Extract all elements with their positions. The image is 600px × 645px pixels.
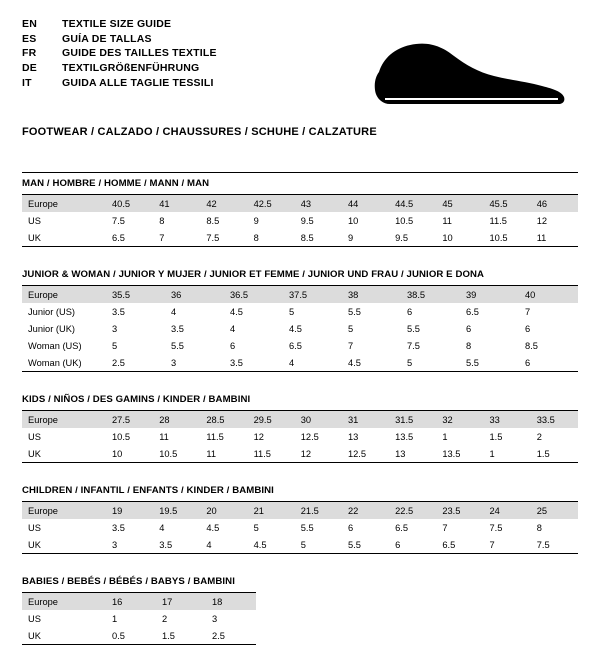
section-title: MAN / HOMBRE / HOMME / MANN / MAN <box>22 178 210 189</box>
cell: 44.5 <box>389 195 436 213</box>
cell: 7.5 <box>112 215 125 226</box>
row-label: US <box>28 522 41 533</box>
table-row <box>22 354 578 372</box>
cell: 8 <box>253 232 259 243</box>
cell: 11.5 <box>206 431 224 442</box>
cell: 5 <box>253 522 259 533</box>
row-label: Europe <box>22 411 106 429</box>
cell: 31 <box>342 411 389 429</box>
cell: 4.5 <box>289 323 302 334</box>
row-label: Woman (UK) <box>28 357 82 368</box>
cell: 3 <box>212 613 218 624</box>
table-row <box>22 195 578 213</box>
row-label: US <box>28 215 41 226</box>
cell: 19 <box>106 502 153 520</box>
cell: 40 <box>519 286 578 304</box>
cell: 21 <box>248 502 295 520</box>
cell: 1.5 <box>536 448 550 459</box>
cell: 7 <box>348 340 354 351</box>
cell: 38.5 <box>401 286 460 304</box>
cell: 27.5 <box>106 411 153 429</box>
cell: 11 <box>536 232 547 243</box>
cell: 7 <box>159 232 165 243</box>
table-row <box>22 320 578 337</box>
cell: 12 <box>253 431 264 442</box>
cell: 2.5 <box>112 357 125 368</box>
cell: 12 <box>300 448 312 459</box>
row-label: Europe <box>22 286 106 304</box>
cell: 33.5 <box>531 411 578 429</box>
language-code: IT <box>22 76 32 89</box>
cell: 8 <box>536 522 542 533</box>
cell: 7 <box>525 306 531 317</box>
language-code: FR <box>22 47 37 60</box>
cell: 6.5 <box>442 539 456 550</box>
cell: 4.5 <box>253 539 267 550</box>
row-label: UK <box>28 448 41 459</box>
cell: 1 <box>112 613 118 624</box>
cell: 4 <box>289 357 295 368</box>
cell: 11.5 <box>489 215 507 226</box>
cell: 29.5 <box>248 411 295 429</box>
section-title: KIDS / NIÑOS / DES GAMINS / KINDER / BAMBINI <box>22 394 251 405</box>
cell: 3.5 <box>159 539 173 550</box>
cell: 7.5 <box>536 539 550 550</box>
cell: 44 <box>342 195 389 213</box>
cell: 40.5 <box>106 195 153 213</box>
row-label: Europe <box>22 195 106 213</box>
cell: 5 <box>112 340 118 351</box>
row-label: Woman (US) <box>28 340 82 351</box>
cell: 5.5 <box>466 357 479 368</box>
cell: 10.5 <box>489 232 508 243</box>
cell: 18 <box>206 593 256 611</box>
language-code: ES <box>22 32 37 45</box>
table-row <box>22 303 578 320</box>
section-children <box>22 485 578 554</box>
row-label: US <box>28 431 41 442</box>
cell: 23.5 <box>436 502 483 520</box>
language-text: GUIDA ALLE TAGLIE TESSILI <box>62 76 214 89</box>
cell: 3.5 <box>230 357 243 368</box>
section-title: JUNIOR & WOMAN / JUNIOR Y MUJER / JUNIOR ET FEMME / JUNIOR UND FRAU / JUNIOR E DONA <box>22 269 485 280</box>
cell: 6 <box>525 357 531 368</box>
cell: 8 <box>159 215 165 226</box>
table-row <box>22 536 578 554</box>
size-table-junior-woman <box>22 285 578 372</box>
table-row <box>22 519 578 536</box>
cell: 42 <box>200 195 247 213</box>
language-row <box>22 62 217 77</box>
cell: 8.5 <box>206 215 220 226</box>
table-row <box>22 502 578 520</box>
cell: 36 <box>165 286 224 304</box>
cell: 5.5 <box>300 522 314 533</box>
cell: 6.5 <box>112 232 125 243</box>
cell: 24 <box>484 502 531 520</box>
cell: 45 <box>436 195 483 213</box>
cell: 5.5 <box>348 306 361 317</box>
cell: 2.5 <box>212 630 225 641</box>
row-label: UK <box>28 539 41 550</box>
cell: 1 <box>442 431 448 442</box>
cell: 4.5 <box>348 357 361 368</box>
dress-shoe-icon <box>370 34 570 112</box>
cell: 37.5 <box>283 286 342 304</box>
table-row <box>22 428 578 445</box>
cell: 6.5 <box>289 340 302 351</box>
language-row <box>22 33 217 48</box>
cell: 11.5 <box>253 448 271 459</box>
cell: 19.5 <box>153 502 200 520</box>
cell: 4 <box>230 323 236 334</box>
cell: 4.5 <box>230 306 243 317</box>
row-label: Junior (US) <box>28 306 76 317</box>
section-title: CHILDREN / INFANTIL / ENFANTS / KINDER / BAMBINI <box>22 485 274 496</box>
cell: 6 <box>466 323 472 334</box>
cell: 4 <box>171 306 177 317</box>
cell: 36.5 <box>224 286 283 304</box>
cell: 4.5 <box>206 522 220 533</box>
section-kids <box>22 394 578 463</box>
cell: 31.5 <box>389 411 436 429</box>
row-label: US <box>28 613 41 624</box>
cell: 3.5 <box>171 323 184 334</box>
table-row <box>22 229 578 247</box>
table-row <box>22 593 256 611</box>
cell: 5.5 <box>407 323 420 334</box>
cell: 6 <box>230 340 236 351</box>
language-row <box>22 47 217 62</box>
section-man <box>22 172 578 247</box>
row-label: Europe <box>22 502 106 520</box>
cell: 10.5 <box>395 215 414 226</box>
cell: 5 <box>300 539 306 550</box>
cell: 28.5 <box>200 411 247 429</box>
cell: 2 <box>162 613 168 624</box>
cell: 9 <box>347 232 354 243</box>
cell: 6.5 <box>395 522 409 533</box>
cell: 13 <box>395 448 406 459</box>
cell: 10 <box>347 215 359 226</box>
cell: 1.5 <box>162 630 175 641</box>
cell: 9.5 <box>395 232 409 243</box>
cell: 10 <box>442 232 453 243</box>
cell: 6.5 <box>466 306 479 317</box>
cell: 7.5 <box>206 232 220 243</box>
language-text: TEXTILE SIZE GUIDE <box>62 18 172 30</box>
cell: 10.5 <box>159 448 178 459</box>
cell: 22 <box>342 502 389 520</box>
cell: 12.5 <box>300 431 319 442</box>
cell: 3 <box>171 357 177 368</box>
cell: 8.5 <box>300 232 314 243</box>
cell: 11 <box>159 431 169 442</box>
table-row <box>22 286 578 304</box>
cell: 10.5 <box>112 431 131 442</box>
row-label: Junior (UK) <box>28 323 76 334</box>
cell: 1.5 <box>489 431 503 442</box>
table-row <box>22 445 578 463</box>
cell: 12.5 <box>347 448 367 459</box>
cell: 21.5 <box>295 502 342 520</box>
cell: 4 <box>159 522 165 533</box>
cell: 9.5 <box>300 215 314 226</box>
table-row <box>22 411 578 429</box>
cell: 3 <box>112 323 118 334</box>
cell: 0.5 <box>112 630 125 641</box>
cell: 8 <box>466 340 472 351</box>
cell: 6 <box>407 306 413 317</box>
section-title: BABIES / BEBÉS / BÉBÉS / BABYS / BAMBINI <box>22 576 235 587</box>
cell: 30 <box>295 411 342 429</box>
cell: 4 <box>206 539 212 550</box>
cell: 32 <box>436 411 483 429</box>
cell: 17 <box>156 593 206 611</box>
cell: 46 <box>531 195 578 213</box>
size-table-children <box>22 501 578 554</box>
cell: 7 <box>442 522 448 533</box>
size-table-kids <box>22 410 578 463</box>
cell: 20 <box>200 502 247 520</box>
cell: 3 <box>112 539 118 550</box>
cell: 3.5 <box>112 522 125 533</box>
cell: 11 <box>442 215 452 226</box>
cell: 1 <box>489 448 495 459</box>
cell: 5.5 <box>171 340 184 351</box>
cell: 25 <box>531 502 578 520</box>
cell: 12 <box>536 215 548 226</box>
cell: 9 <box>253 215 259 226</box>
page-header <box>22 18 578 110</box>
row-label: UK <box>28 630 41 641</box>
cell: 5 <box>289 306 295 317</box>
cell: 10 <box>112 448 123 459</box>
cell: 43 <box>295 195 342 213</box>
cell: 7.5 <box>407 340 420 351</box>
cell: 3.5 <box>112 306 125 317</box>
language-text: GUÍA DE TALLAS <box>62 32 152 45</box>
cell: 5.5 <box>347 539 361 550</box>
cell: 13.5 <box>395 431 414 442</box>
cell: 41 <box>153 195 200 213</box>
cell: 5 <box>407 357 413 368</box>
row-label: UK <box>28 232 41 243</box>
cell: 7.5 <box>489 522 503 533</box>
cell: 35.5 <box>106 286 165 304</box>
cell: 11 <box>206 448 217 459</box>
cell: 38 <box>342 286 401 304</box>
language-text: TEXTILGRÖßENFÜHRUNG <box>62 62 200 75</box>
row-label: Europe <box>22 593 106 611</box>
size-table-man <box>22 194 578 247</box>
cell: 45.5 <box>484 195 531 213</box>
cell: 13 <box>347 431 359 442</box>
language-text: GUIDE DES TAILLES TEXTILE <box>62 47 217 60</box>
cell: 2 <box>536 431 542 442</box>
cell: 33 <box>484 411 531 429</box>
cell: 6 <box>395 539 401 550</box>
cell: 6 <box>525 323 531 334</box>
cell: 8.5 <box>525 340 538 351</box>
cell: 22.5 <box>389 502 436 520</box>
language-title-list <box>22 18 217 92</box>
section-junior-woman <box>22 269 578 372</box>
language-row <box>22 18 217 33</box>
cell: 5 <box>348 323 354 334</box>
language-row <box>22 77 217 92</box>
table-row <box>22 337 578 354</box>
cell: 39 <box>460 286 519 304</box>
section-babies <box>22 576 578 645</box>
cell: 42.5 <box>248 195 295 213</box>
language-code: EN <box>22 18 37 30</box>
table-row <box>22 610 256 627</box>
table-row <box>22 627 256 645</box>
cell: 6 <box>347 522 354 533</box>
category-title: FOOTWEAR / CALZADO / CHAUSSURES / SCHUHE / CALZATURE <box>22 126 377 138</box>
language-code: DE <box>22 62 37 75</box>
cell: 13.5 <box>442 448 461 459</box>
cell: 16 <box>106 593 156 611</box>
table-row <box>22 212 578 229</box>
cell: 28 <box>153 411 200 429</box>
cell: 7 <box>489 539 495 550</box>
